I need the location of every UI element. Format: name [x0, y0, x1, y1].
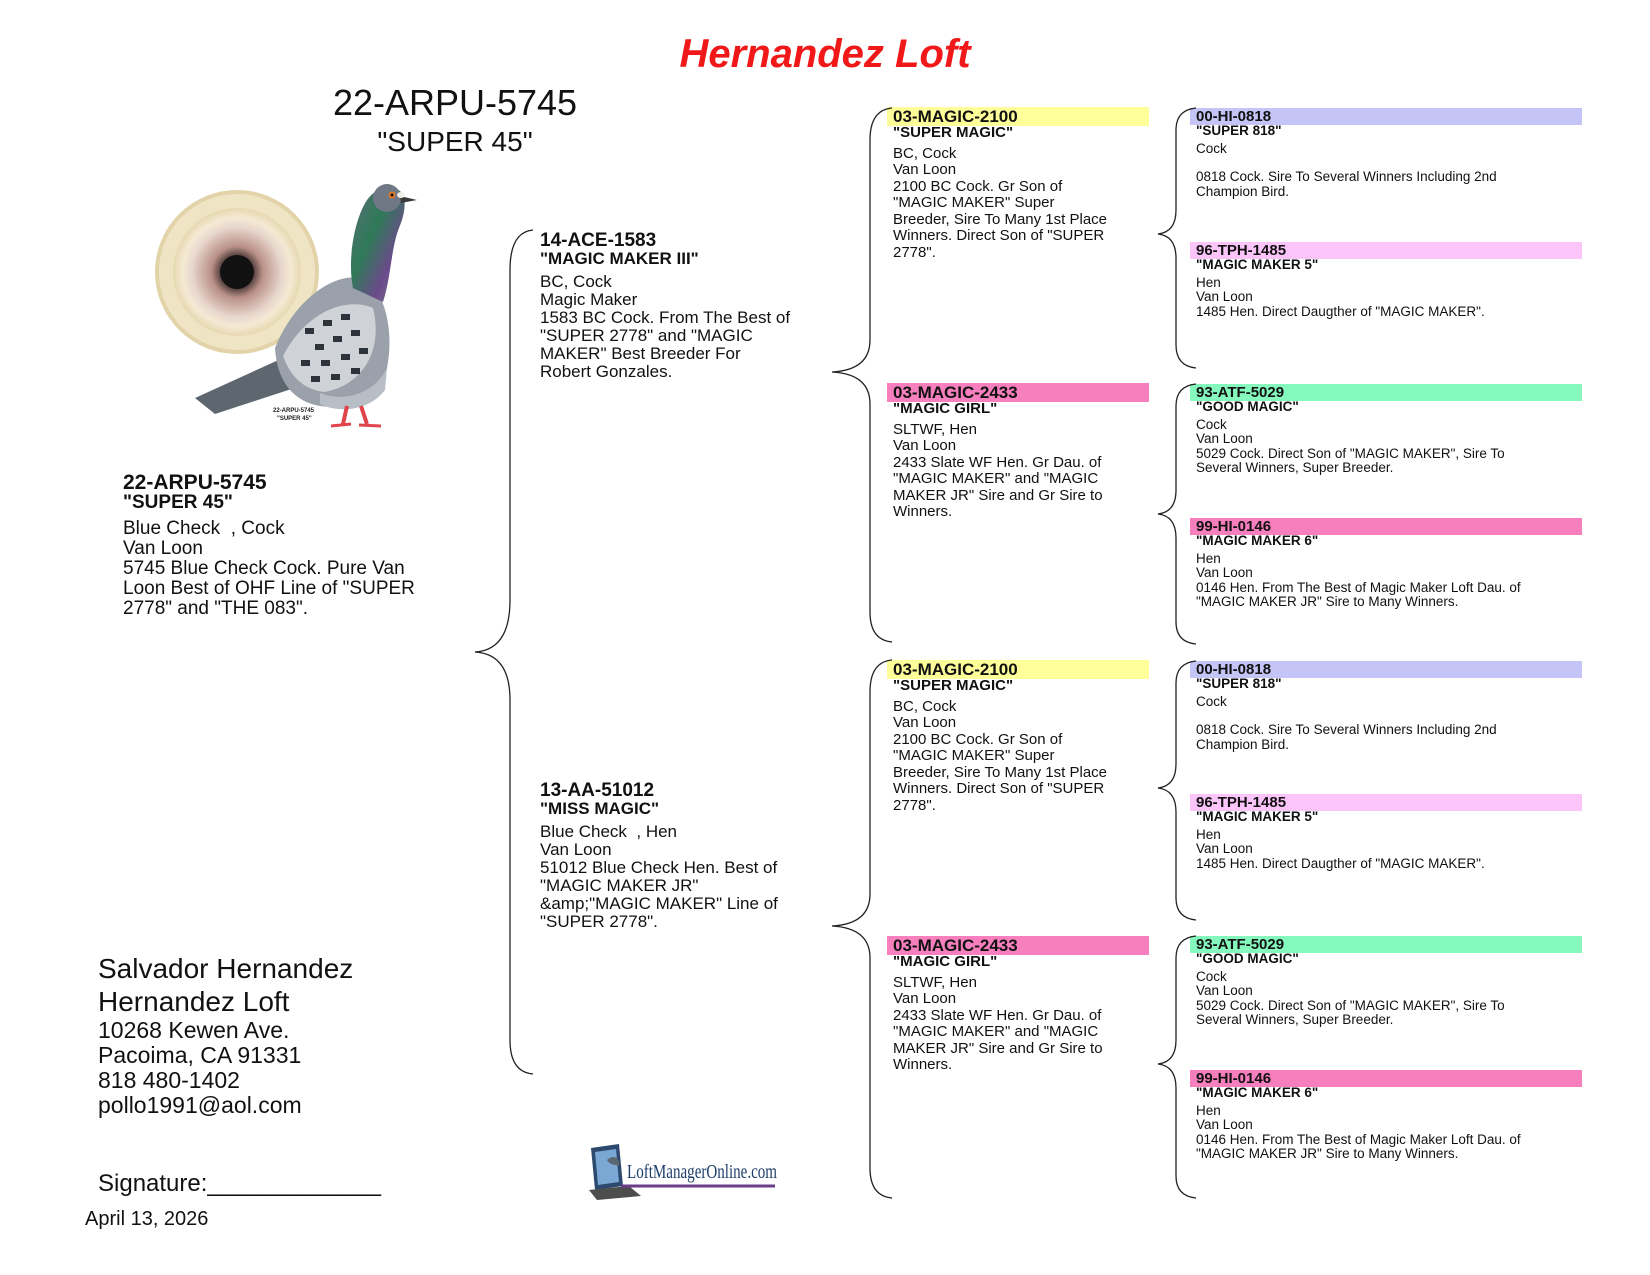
grandparent-line: MAKER JR" Sire and Gr Sire to [893, 1039, 1103, 1057]
subject-line: Van Loon [123, 538, 203, 559]
dam-line: "SUPER 2778". [540, 912, 658, 931]
grandparent-band: 03-MAGIC-2433 [887, 383, 1149, 402]
great-grandparent-line: Cock [1196, 416, 1227, 432]
dam-name: "MISS MAGIC" [540, 799, 660, 818]
great-grandparent-line: Cock [1196, 693, 1227, 709]
great-grandparent-band: 99-HI-0146 [1190, 1070, 1582, 1087]
great-grandparent-line: 0818 Cock. Sire To Several Winners Including 2nd [1196, 722, 1497, 737]
grandparent-name: "SUPER MAGIC" [893, 124, 1014, 141]
great-grandparent-name: "SUPER 818" [1196, 676, 1282, 691]
sire-line: BC, Cock [540, 272, 612, 291]
sire-line: Magic Maker [540, 290, 638, 309]
grandparent-line: 2778". [893, 243, 936, 261]
grandparent-band: 03-MAGIC-2100 [887, 107, 1149, 126]
brace-main [475, 230, 533, 1074]
great-grandparent-line: 0146 Hen. From The Best of Magic Maker Loft Dau. of [1196, 579, 1521, 595]
great-grandparent-line: 5029 Cock. Direct Son of "MAGIC MAKER", Sire To [1196, 997, 1505, 1013]
great-grandparent-line: Van Loon [1196, 289, 1253, 304]
grandparent-line: 2100 BC Cock. Gr Son of [893, 177, 1063, 195]
grandparent-line: Breeder, Sire To Many 1st Place [893, 763, 1107, 781]
great-grandparent-line: Hen [1196, 274, 1221, 290]
owner-address: 10268 Kewen Ave. [98, 1017, 290, 1043]
great-grandparent-band: 93-ATF-5029 [1190, 384, 1582, 401]
logo-text: LoftManagerOnline.com [627, 1161, 778, 1183]
great-grandparent-line: 0818 Cock. Sire To Several Winners Including 2nd [1196, 169, 1497, 184]
great-grandparent-line: Several Winners, Super Breeder. [1196, 460, 1394, 475]
great-grandparent-line: Hen [1196, 550, 1221, 566]
great-grandparent-name: "MAGIC MAKER 6" [1196, 1085, 1319, 1100]
grandparent-line: "MAGIC MAKER" and "MAGIC [893, 470, 1099, 487]
dam-band: 13-AA-51012 [540, 780, 655, 801]
grandparent-line: Winners. [893, 503, 953, 520]
great-grandparent-line: Hen [1196, 1102, 1221, 1118]
dam-line: 51012 Blue Check Hen. Best of [540, 858, 778, 877]
great-grandparent-band: 99-HI-0146 [1190, 518, 1582, 535]
grandparent-line: Van Loon [893, 437, 957, 454]
grandparent-band: 03-MAGIC-2100 [887, 660, 1149, 679]
great-grandparent-name: "MAGIC MAKER 5" [1196, 257, 1319, 272]
grandparent-band: 03-MAGIC-2433 [887, 936, 1149, 955]
subject-card-name: "SUPER 45" [123, 492, 233, 513]
great-grandparent-line: 1485 Hen. Direct Daugther of "MAGIC MAKER". [1196, 303, 1485, 319]
brace-gp-3 [1158, 661, 1196, 920]
grandparent-line: Breeder, Sire To Many 1st Place [893, 210, 1107, 228]
grandparent-line: "MAGIC MAKER" and "MAGIC [893, 1023, 1099, 1040]
grandparent-line: "MAGIC MAKER" Super [893, 194, 1055, 211]
grandparent-line: SLTWF, Hen [893, 973, 977, 991]
owner-email: pollo1991@aol.com [98, 1092, 302, 1118]
owner-city: Pacoima, CA 91331 [98, 1042, 302, 1068]
great-grandparent-band: 96-TPH-1485 [1190, 794, 1582, 811]
photo-caption-band: 22-ARPU-5745 [273, 408, 315, 414]
loft-title: Hernandez Loft [679, 32, 971, 76]
great-grandparent-line: Van Loon [1196, 841, 1253, 856]
signature-line: Signature:_____________ [98, 1170, 381, 1197]
subject-band-number: 22-ARPU-5745 [332, 82, 578, 123]
brace-sire [832, 108, 892, 642]
great-grandparent-name: "GOOD MAGIC" [1196, 951, 1299, 966]
grandparent-line: Winners. Direct Son of "SUPER [893, 227, 1105, 244]
grandparent-line: Van Loon [893, 990, 957, 1007]
great-grandparent-name: "MAGIC MAKER 6" [1196, 533, 1319, 548]
grandparent-line: BC, Cock [893, 697, 957, 715]
great-grandparent-line: Several Winners, Super Breeder. [1196, 1012, 1394, 1027]
sire-line: MAKER" Best Breeder For [540, 344, 741, 363]
great-grandparent-line: Cock [1196, 140, 1227, 156]
grandparent-line: 2433 Slate WF Hen. Gr Dau. of [893, 1006, 1102, 1024]
grandparent-line: "MAGIC MAKER" Super [893, 747, 1055, 764]
great-grandparent-line: "MAGIC MAKER JR" Sire to Many Winners. [1196, 1146, 1459, 1161]
great-grandparent-band: 00-HI-0818 [1190, 108, 1582, 125]
great-grandparent-name: "SUPER 818" [1196, 123, 1282, 138]
grandparent-line: Winners. [893, 1056, 953, 1073]
dam-line: &amp;"MAGIC MAKER" Line of [540, 894, 778, 913]
brace-gp-1 [1158, 108, 1196, 368]
owner-name: Salvador Hernandez [98, 953, 354, 984]
dam-line: Van Loon [540, 840, 612, 859]
subject-line: 2778" and "THE 083". [123, 598, 309, 619]
owner-info [98, 952, 498, 1118]
great-grandparent-line: Hen [1196, 826, 1221, 842]
grandparent-line: 2778". [893, 796, 936, 814]
great-grandparent-name: "MAGIC MAKER 5" [1196, 809, 1319, 824]
grandparent-line: Van Loon [893, 714, 957, 731]
subject-nickname: "SUPER 45" [377, 126, 533, 157]
great-grandparent-line: Champion Bird. [1196, 183, 1290, 199]
owner-phone: 818 480-1402 [98, 1067, 240, 1093]
dam-line: "MAGIC MAKER JR" [540, 876, 699, 895]
brace-dam [832, 660, 892, 1198]
great-grandparent-line: 5029 Cock. Direct Son of "MAGIC MAKER", Sire To [1196, 445, 1505, 461]
grandparent-line: Van Loon [893, 161, 957, 178]
laptop-icon [585, 1140, 785, 1202]
sire-line: "SUPER 2778" and "MAGIC [540, 326, 753, 345]
dam-line: Blue Check , Hen [540, 822, 678, 841]
sire-line: Robert Gonzales. [540, 362, 673, 381]
great-grandparent-line: Champion Bird. [1196, 736, 1290, 752]
loft-manager-logo [585, 1140, 785, 1207]
sire-line: 1583 BC Cock. From The Best of [540, 308, 791, 327]
grandparent-line: BC, Cock [893, 144, 957, 162]
grandparent-name: "MAGIC GIRL" [893, 953, 998, 970]
brace-gp-2 [1158, 384, 1196, 644]
owner-loft: Hernandez Loft [98, 986, 290, 1017]
photo-caption-name: "SUPER 45" [277, 416, 312, 422]
great-grandparent-line: Cock [1196, 968, 1227, 984]
subject-line: Blue Check , Cock [123, 518, 285, 539]
great-grandparent-line: "MAGIC MAKER JR" Sire to Many Winners. [1196, 594, 1459, 609]
great-grandparent-line: 1485 Hen. Direct Daugther of "MAGIC MAKER". [1196, 855, 1485, 871]
grandparent-line: Winners. Direct Son of "SUPER [893, 780, 1105, 797]
grandparent-name: "MAGIC GIRL" [893, 400, 998, 417]
grandparent-name: "SUPER MAGIC" [893, 677, 1014, 694]
great-grandparent-band: 96-TPH-1485 [1190, 242, 1582, 259]
grandparent-line: 2100 BC Cock. Gr Son of [893, 730, 1063, 748]
sire-band: 14-ACE-1583 [540, 230, 657, 251]
brace-gp-4 [1158, 936, 1196, 1198]
great-grandparent-line: Van Loon [1196, 983, 1253, 998]
great-grandparent-name: "GOOD MAGIC" [1196, 399, 1299, 414]
sire-name: "MAGIC MAKER III" [540, 249, 699, 268]
great-grandparent-band: 93-ATF-5029 [1190, 936, 1582, 953]
subject-card-band: 22-ARPU-5745 [123, 471, 267, 494]
great-grandparent-line: Van Loon [1196, 1117, 1253, 1132]
grandparent-line: SLTWF, Hen [893, 420, 977, 438]
print-date: April 13, 2026 [85, 1208, 209, 1230]
great-grandparent-line: Van Loon [1196, 565, 1253, 580]
great-grandparent-band: 00-HI-0818 [1190, 661, 1582, 678]
great-grandparent-line: 0146 Hen. From The Best of Magic Maker Loft Dau. of [1196, 1131, 1521, 1147]
subject-line: 5745 Blue Check Cock. Pure Van [123, 558, 405, 579]
grandparent-line: MAKER JR" Sire and Gr Sire to [893, 486, 1103, 504]
great-grandparent-line: Van Loon [1196, 431, 1253, 446]
subject-line: Loon Best of OHF Line of "SUPER [123, 578, 415, 599]
grandparent-line: 2433 Slate WF Hen. Gr Dau. of [893, 453, 1102, 471]
